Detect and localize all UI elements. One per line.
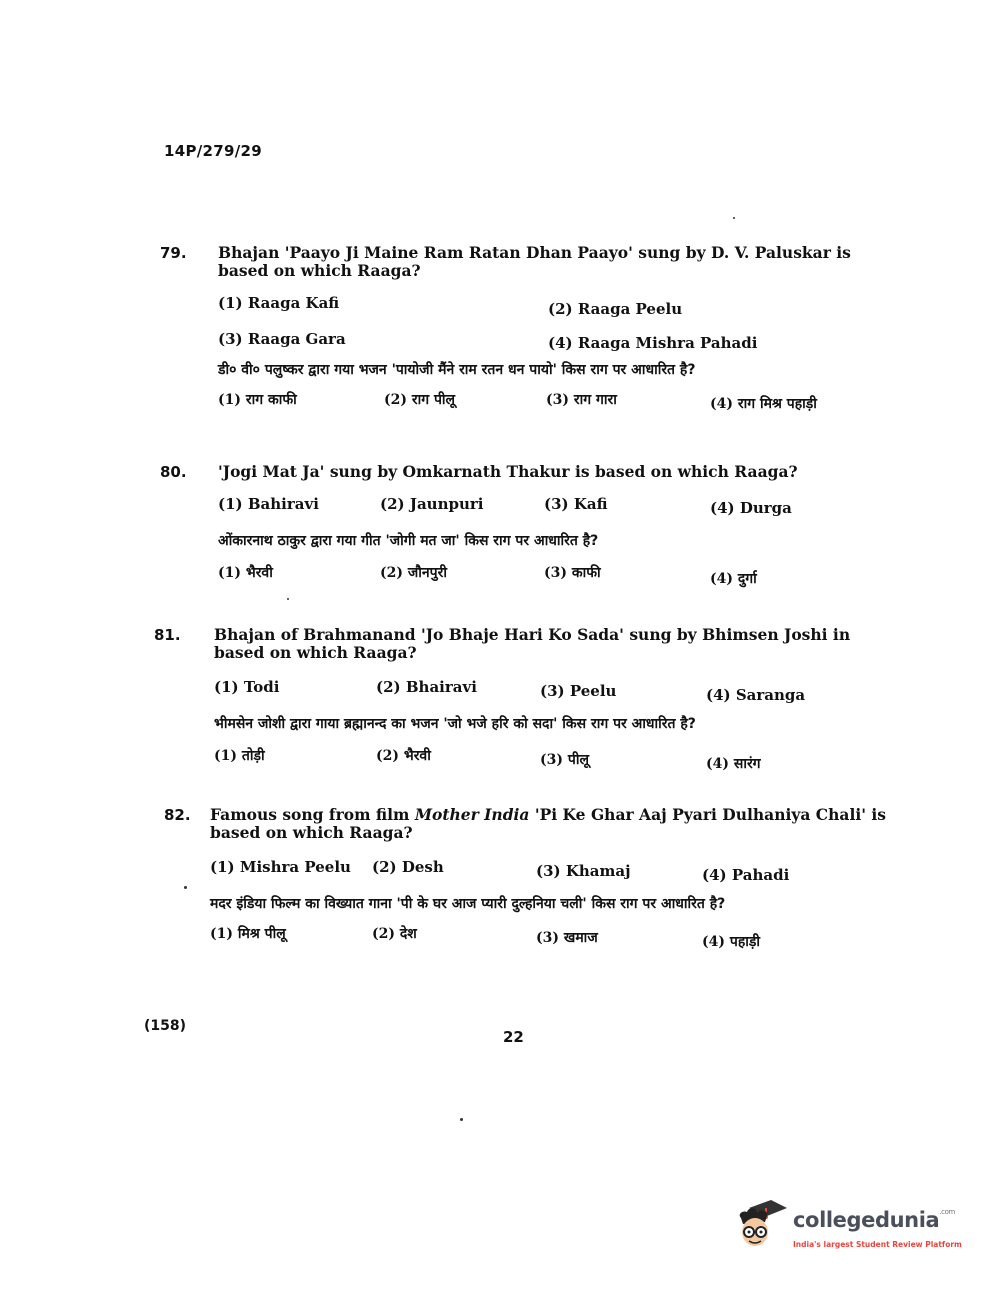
hindi-option-2: (2) भैरवी <box>376 748 431 764</box>
option-1: (1) Bahiravi <box>218 495 319 513</box>
question-text-hindi: मदर इंडिया फिल्म का विख्यात गाना 'पी के घर आज प्यारी दुल्हनिया चली' किस राग पर आधारित है? <box>210 896 726 912</box>
question-text-hindi: डी० वी० पलुष्कर द्वारा गया भजन 'पायोजी मैंने राम रतन धन पायो' किस राग पर आधारित है? <box>218 362 696 378</box>
question-text-hindi: भीमसेन जोशी द्वारा गाया ब्रह्मानन्द का भजन 'जो भजे हरि को सदा' किस राग पर आधारित है? <box>214 716 696 732</box>
options-row <box>210 858 905 894</box>
option-2: (2) Raaga Peelu <box>548 300 683 318</box>
scan-speck <box>287 598 289 600</box>
option-1: (1) Todi <box>214 678 280 696</box>
logo-tagline: India's largest Student Review Platform <box>793 1240 962 1249</box>
footer-code: (158) <box>144 1018 187 1034</box>
question-text: Bhajan of Brahmanand 'Jo Bhaje Hari Ko Sada' sung by Bhimsen Joshi in based on which Raaga? <box>214 625 851 662</box>
mascot-icon <box>735 1196 789 1258</box>
question-number: 80. <box>160 463 187 481</box>
hindi-options <box>210 924 905 960</box>
option-3: (3) Peelu <box>540 682 617 700</box>
hindi-option-4: (4) दुर्गा <box>710 571 757 587</box>
question-text: 'Jogi Mat Ja' sung by Omkarnath Thakur is based on which Raaga? <box>218 462 798 481</box>
option-2: (2) Bhairavi <box>376 678 477 696</box>
scan-speck <box>733 217 735 219</box>
options-row <box>214 678 905 714</box>
hindi-option-2: (2) राग पीलू <box>384 392 456 408</box>
hindi-option-1: (1) तोड़ी <box>214 748 265 764</box>
question-82 <box>160 806 905 960</box>
hindi-option-4: (4) राग मिश्र पहाड़ी <box>710 396 817 412</box>
hindi-option-3: (3) काफी <box>544 565 601 581</box>
hindi-option-1: (1) भैरवी <box>218 565 273 581</box>
option-3: (3) Khamaj <box>536 862 631 880</box>
hindi-option-3: (3) पीलू <box>540 752 589 768</box>
hindi-option-1: (1) मिश्र पीलू <box>210 926 286 942</box>
hindi-option-2: (2) जौनपुरी <box>380 565 447 581</box>
hindi-option-1: (1) राग काफी <box>218 392 297 408</box>
option-4: (4) Raaga Mishra Pahadi <box>548 334 758 352</box>
options-row-2 <box>218 330 905 360</box>
hindi-options <box>218 563 905 599</box>
question-text: Bhajan 'Paayo Ji Maine Ram Ratan Dhan Paayo' sung by D. V. Paluskar is based on which Raaga? <box>218 243 851 280</box>
hindi-options <box>214 746 905 782</box>
option-1: (1) Raaga Kafi <box>218 294 340 312</box>
hindi-option-2: (2) देश <box>372 926 417 942</box>
question-number: 79. <box>160 244 187 262</box>
scan-speck <box>460 1118 463 1121</box>
hindi-options <box>218 390 905 426</box>
option-3: (3) Kafi <box>544 495 608 513</box>
option-4: (4) Durga <box>710 499 792 517</box>
question-number: 81. <box>154 626 181 644</box>
option-2: (2) Desh <box>372 858 444 876</box>
logo-text: collegedunia$^{.com}$ <box>793 1208 955 1232</box>
hindi-option-3: (3) राग गारा <box>546 392 617 408</box>
hindi-option-4: (4) सारंग <box>706 756 761 772</box>
option-3: (3) Raaga Gara <box>218 330 346 348</box>
question-text-hindi: ओंकारनाथ ठाकुर द्वारा गया गीत 'जोगी मत जा' किस राग पर आधारित है? <box>218 533 599 549</box>
option-4: (4) Saranga <box>706 686 806 704</box>
paper-code: 14P/279/29 <box>164 142 263 160</box>
options-row-1 <box>218 294 905 330</box>
option-1: (1) Mishra Peelu <box>210 858 351 876</box>
hindi-option-3: (3) खमाज <box>536 930 598 946</box>
film-title: Mother India <box>414 805 530 824</box>
hindi-option-4: (4) पहाड़ी <box>702 934 760 950</box>
question-81 <box>154 625 905 782</box>
question-79 <box>160 244 905 426</box>
option-2: (2) Jaunpuri <box>380 495 484 513</box>
page-number: 22 <box>503 1028 524 1046</box>
collegedunia-logo <box>735 1196 965 1266</box>
scan-speck <box>184 886 187 889</box>
options-row <box>218 495 905 531</box>
question-text: Famous song from film Mother India 'Pi Ke Ghar Aaj Pyari Dulhaniya Chali' is based on which Raaga? <box>210 805 886 842</box>
option-4: (4) Pahadi <box>702 866 790 884</box>
question-80 <box>160 463 905 599</box>
question-number: 82. <box>164 806 191 824</box>
